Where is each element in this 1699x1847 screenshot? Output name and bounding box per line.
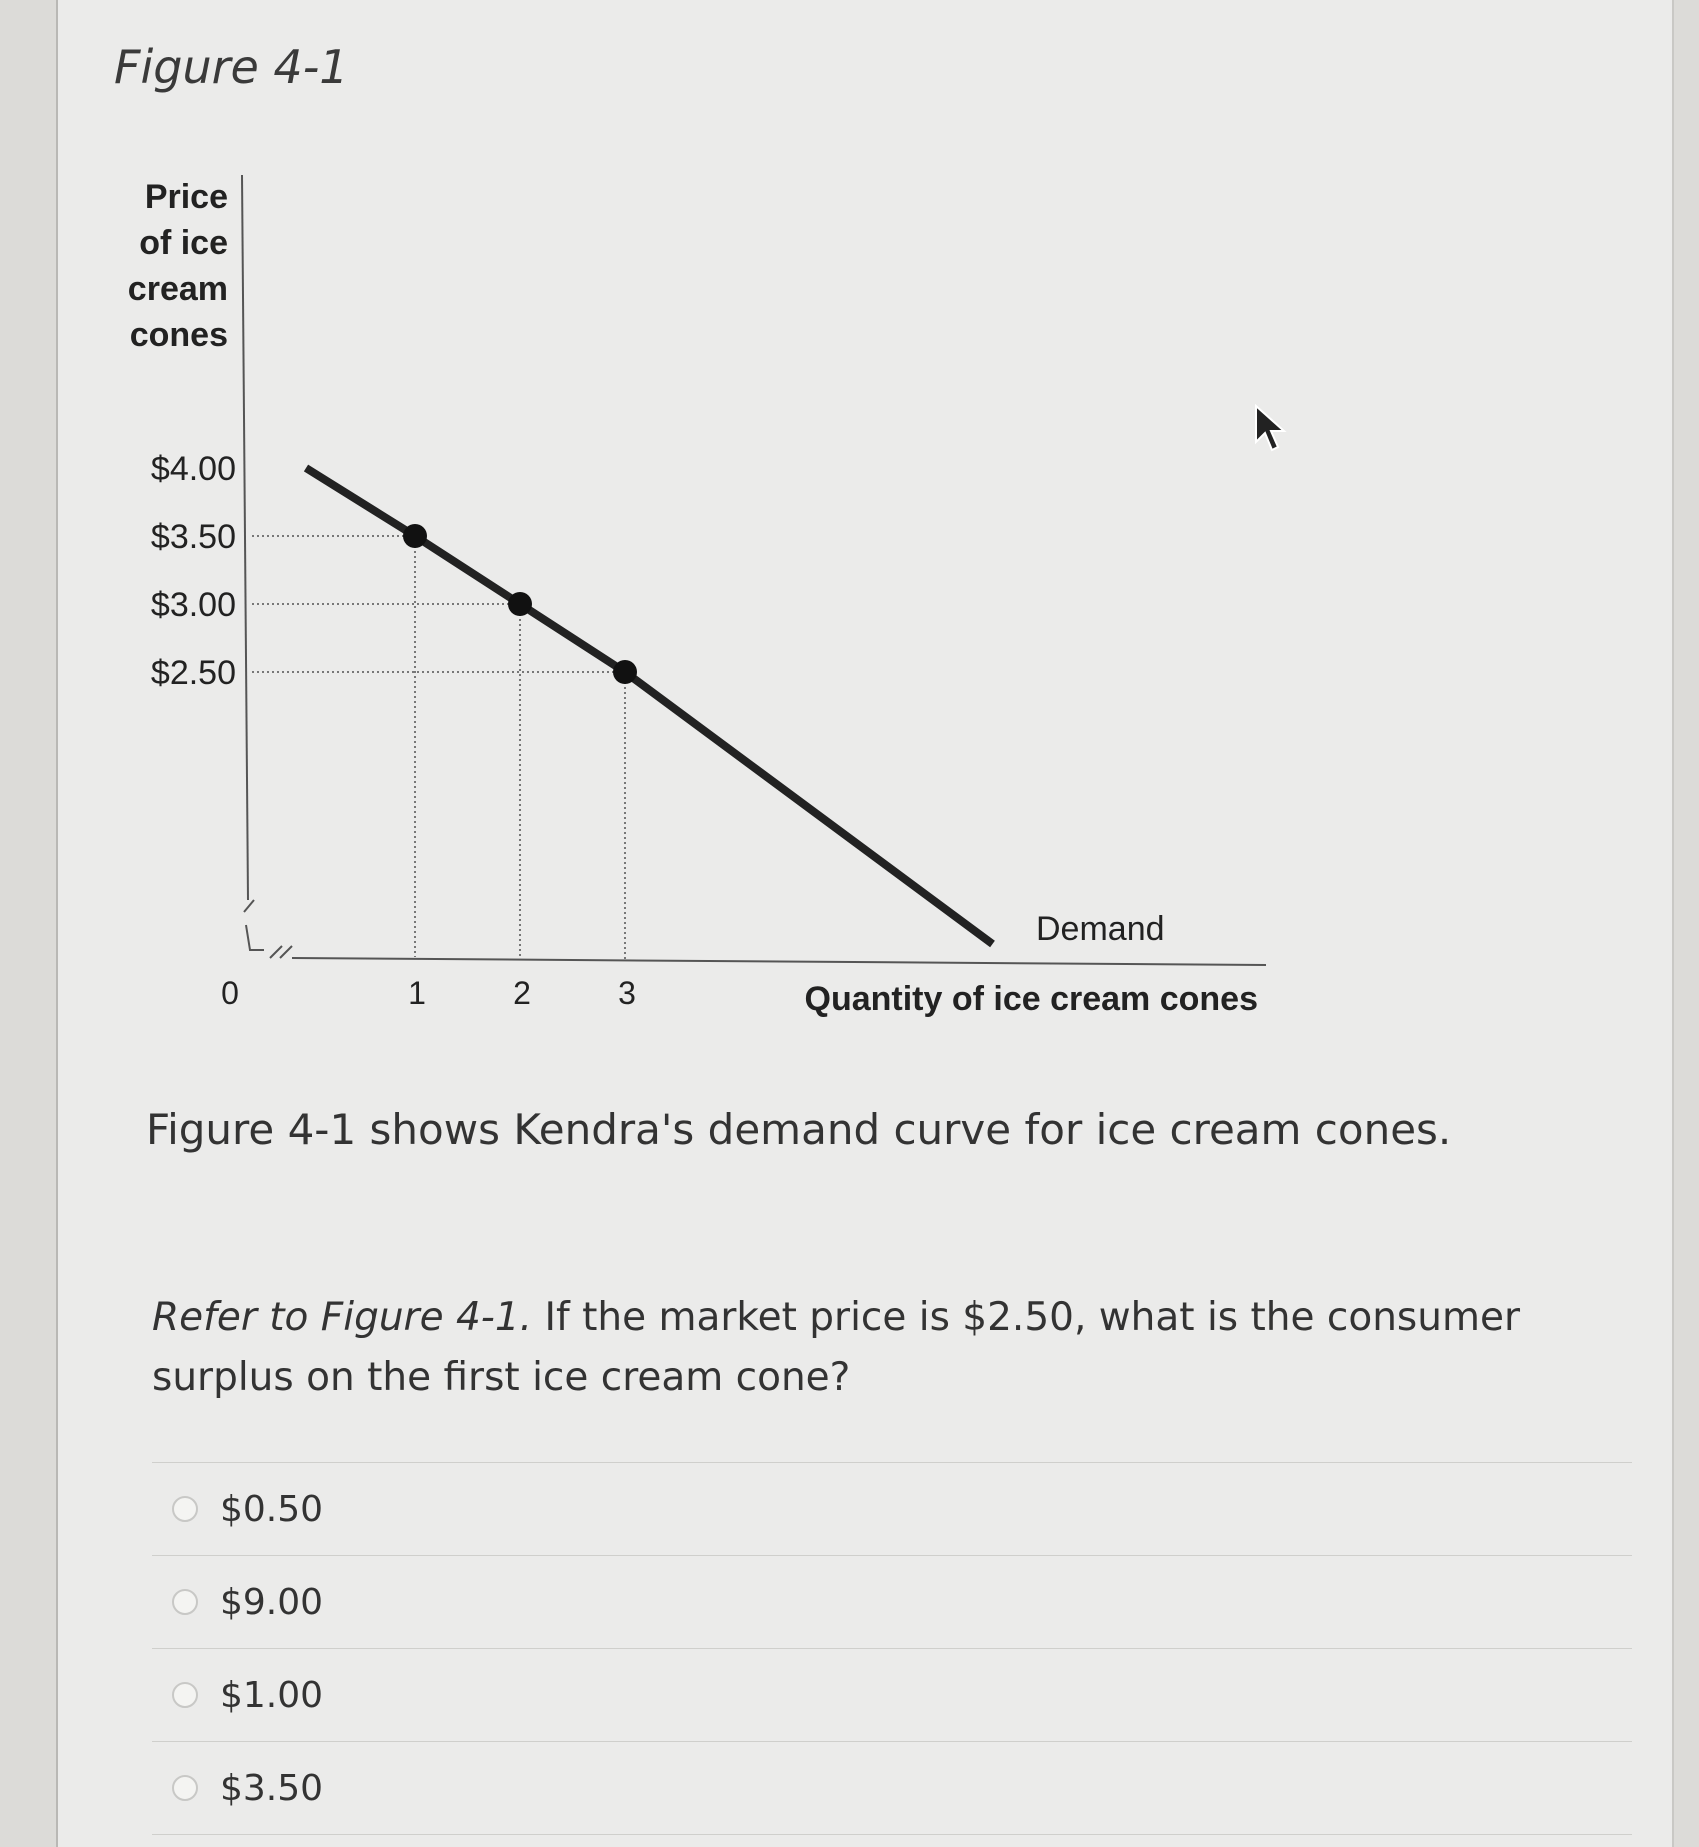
radio-button-icon[interactable] xyxy=(172,1682,198,1708)
demand-chart xyxy=(58,0,1458,1040)
answer-option[interactable] xyxy=(152,1649,1632,1742)
y-axis xyxy=(242,175,248,900)
x-axis xyxy=(292,958,1266,965)
answer-option-label: $3.50 xyxy=(220,1767,324,1809)
y-axis-label-line: cream xyxy=(127,270,228,308)
x-tick-label: 1 xyxy=(408,975,426,1011)
y-axis-label-line: Price xyxy=(144,178,228,216)
answer-option-label: $0.50 xyxy=(220,1488,324,1530)
y-axis-label-line: cones xyxy=(129,316,228,354)
demand-point xyxy=(508,592,532,616)
axis-break-mark xyxy=(244,900,292,958)
question-body: If the market price is $2.50, what is the consumer surplus on the first ice cream cone? xyxy=(152,1295,1520,1400)
figure-title: Figure 4-1 xyxy=(114,40,349,94)
question-reference: Refer to Figure 4-1. xyxy=(152,1295,533,1340)
mouse-pointer-icon xyxy=(1254,404,1288,454)
question-page xyxy=(56,0,1674,1847)
y-tick-label: $3.00 xyxy=(150,586,236,624)
answer-option[interactable] xyxy=(152,1556,1632,1649)
answer-options xyxy=(152,1462,1632,1835)
answer-option-label: $9.00 xyxy=(220,1581,324,1623)
demand-point xyxy=(403,524,427,548)
radio-button-icon[interactable] xyxy=(172,1589,198,1615)
radio-button-icon[interactable] xyxy=(172,1775,198,1801)
y-tick-label: $4.00 xyxy=(150,450,236,488)
y-axis-label-line: of ice xyxy=(139,224,228,262)
figure-caption: Figure 4-1 shows Kendra's demand curve for ice cream cones. xyxy=(146,1105,1452,1154)
answer-option-label: $1.00 xyxy=(220,1674,324,1716)
demand-point xyxy=(613,660,637,684)
demand-curve-label: Demand xyxy=(1036,910,1165,948)
answer-option[interactable] xyxy=(152,1742,1632,1835)
y-axis-label xyxy=(128,178,228,354)
y-tick-label: $2.50 xyxy=(150,654,236,692)
answer-option[interactable] xyxy=(152,1463,1632,1556)
question-text xyxy=(152,1288,1632,1408)
radio-button-icon[interactable] xyxy=(172,1496,198,1522)
x-tick-label: 2 xyxy=(513,975,531,1011)
y-tick-label: $3.50 xyxy=(150,518,236,556)
x-tick-label: 0 xyxy=(221,975,239,1011)
x-axis-label: Quantity of ice cream cones xyxy=(804,980,1258,1018)
x-tick-label: 3 xyxy=(618,975,636,1011)
